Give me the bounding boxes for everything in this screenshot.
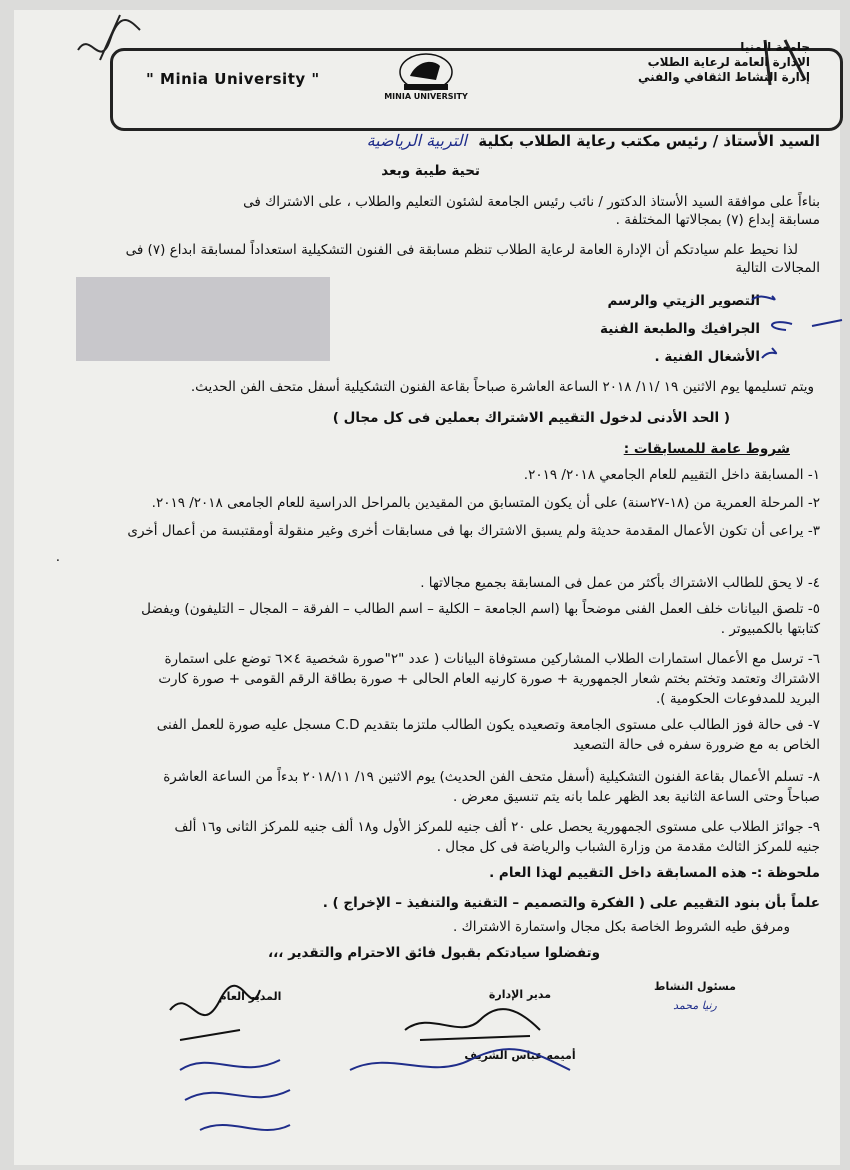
field-item-2: الجرافيك والطبعة الفنية <box>600 321 760 337</box>
condition-3-line-1: ٣- يراعى أن تكون الأعمال المقدمة حديثة ولم يسبق الاشتراك بها فى مسابقات أخرى وغير منقولة أومقتبسة من أعمال أخرى <box>127 523 820 539</box>
addressee: السيد الأستاذ / رئيس مكتب رعاية الطلاب بكلية <box>478 132 820 150</box>
handwritten-field-marks <box>742 288 842 368</box>
paragraph-2-line-2: المجالات التالية <box>735 260 820 276</box>
condition-6-line-3: البريد للمدفوعات الحكومية ). <box>656 691 820 707</box>
department-manager-name: أميمه عباس الشريف <box>464 1049 576 1062</box>
university-name-ar: جامعة المنيا <box>740 40 810 54</box>
paragraph-1-line-2: مسابقة إبداع (٧) بمجالاتها المختلفة . <box>615 212 820 228</box>
condition-5-line-1: ٥- تلصق البيانات خلف العمل الفنى موضحاً بها (اسم الجامعة – الكلية – اسم الطالب – الفرقة – المجال – التليفون) ويفضل <box>141 601 820 617</box>
condition-8-line-2: صباحاً وحتى الساعة الثانية بعد الظهر علما بانه يتم تنسيق معرض . <box>452 789 820 805</box>
department-line-1: الإدارة العامة لرعاية الطلاب <box>647 55 810 69</box>
activity-officer-name: رنيا محمد <box>673 999 717 1012</box>
handwritten-corner-mark <box>70 10 150 80</box>
letterhead-arabic <box>600 40 810 85</box>
criteria-line: علماً بأن بنود التقييم على ( الفكرة والتصميم – التقنية والتنفيذ – الإخراج ) . <box>322 895 820 911</box>
condition-6-line-1: ٦- ترسل مع الأعمال استمارات الطلاب المشاركين مستوفاة البيانات ( عدد "٢"صورة شخصية ٤×٦ توضع على استمارة <box>164 651 820 667</box>
closing-line: وتفضلوا سيادتكم بقبول فائق الاحترام والتقدير ،،، <box>268 945 600 961</box>
department-line-2: إدارة النشاط الثقافي والفني <box>637 70 810 84</box>
redacted-area <box>76 277 330 361</box>
condition-7-line-2: الخاص به مع ضرورة سفره فى حالة التصعيد <box>573 737 820 753</box>
handwritten-blue-signatures <box>170 1030 590 1150</box>
condition-9-line-2: جنيه للمركز الثالث مقدمة من وزارة الشباب والرياضة فى كل مجال . <box>436 839 820 855</box>
condition-4: ٤- لا يحق للطالب الاشتراك بأكثر من عمل فى المسابقة بجميع مجالاتها . <box>420 575 820 591</box>
condition-8-line-1: ٨- تسلم الأعمال بقاعة الفنون التشكيلية (أسفل متحف الفن الحديث) يوم الاثنين ١٩/ ٢٠١٨/١١ بدءاً من الساعة العاشرة <box>163 769 820 785</box>
paragraph-1-line-1: بناءاً على موافقة السيد الأستاذ الدكتور / نائب رئيس الجامعة لشئون التعليم والطلاب ، على الاشتراك فى <box>243 194 820 210</box>
condition-9-line-1: ٩- جوائز الطلاب على مستوى الجمهورية يحصل على ٢٠ ألف جنيه للمركز الأول و١٨ ألف جنيه للمركز الثانى و١٦ ألف <box>174 819 820 835</box>
condition-7-line-1: ٧- فى حالة فوز الطالب على مستوى الجامعة وتصعيده يكون الطالب ملتزما بتقديم C.D مسجل عليه صورة للعمل الفنى <box>156 717 820 733</box>
activity-officer-block <box>635 980 755 1012</box>
condition-5-line-2: كتابتها بالكمبيوتر . <box>720 621 820 637</box>
greeting: تحية طيبة وبعد <box>381 163 480 179</box>
conditions-title: شروط عامة للمسابقات : <box>623 441 790 457</box>
addressee-line <box>367 132 820 150</box>
paragraph-2-line-1: لذا نحيط علم سيادتكم أن الإدارة العامة لرعاية الطلاب تنظم مسابقة فى الفنون التشكيلية استعداداً لمسابقة ابداع (٧) فى <box>125 242 798 258</box>
note-line: ملحوظة :- هذه المسابقة داخل التقييم لهذا العام . <box>489 865 820 881</box>
condition-3-line-2: . <box>55 549 60 565</box>
general-manager-title: المدير العام <box>218 990 282 1003</box>
activity-officer-title: مسئول النشاط <box>654 980 736 993</box>
faculty-handwritten: التربية الرياضية <box>366 131 467 150</box>
minimum-line: ( الحد الأدنى لدخول التقييم الاشتراك بعملين فى كل مجال ) <box>332 410 730 426</box>
logo-text: MINIA UNIVERSITY <box>384 92 468 101</box>
university-name-en: " Minia University " <box>146 70 320 88</box>
condition-1: ١- المسابقة داخل التقييم للعام الجامعي ٢٠١٨/ ٢٠١٩. <box>523 467 820 483</box>
field-item-3: الأشغال الفنية . <box>654 349 760 365</box>
field-item-1: التصوير الزيتي والرسم <box>607 293 760 309</box>
department-manager-title: مدير الإدارة <box>488 988 552 1001</box>
attached-line: ومرفق طيه الشروط الخاصة بكل مجال واستمارة الاشتراك . <box>453 919 790 935</box>
delivery-line: ويتم تسليمها يوم الاثنين ١٩ /١١/ ٢٠١٨ الساعة العاشرة صباحاً بقاعة الفنون التشكيلية أسفل متحف الفن الحديث. <box>190 379 814 395</box>
condition-2: ٢- المرحلة العمرية من (١٨-٢٧سنة) على أن يكون المتسابق من المقيدين بالمراحل الدراسية للعام الجامعى ٢٠١٨/ ٢٠١٩. <box>151 495 820 511</box>
condition-6-line-2: الاشتراك وتعتمد وتختم بختم شعار الجمهورية + صورة كارنيه العام الحالى + صورة بطاقة الرقم القومى + صورة كارت <box>158 671 820 687</box>
